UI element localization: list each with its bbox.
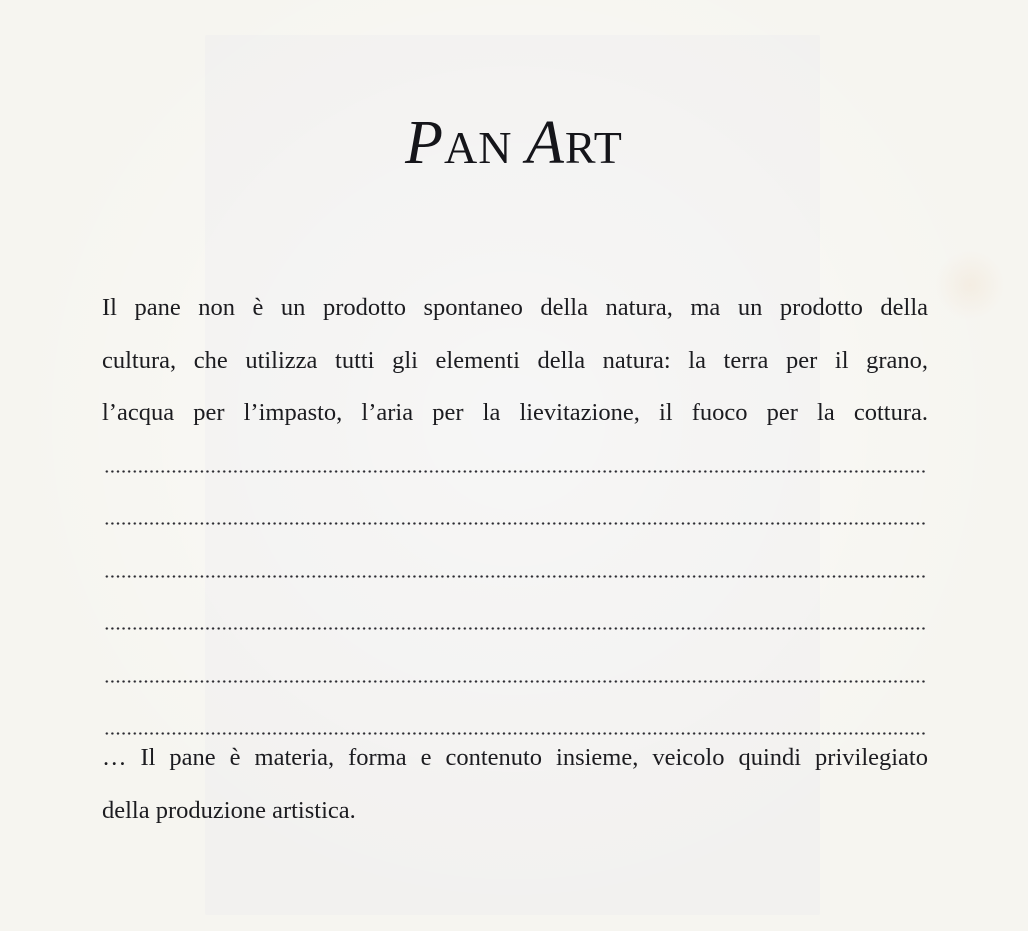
dotted-line xyxy=(102,492,928,545)
closing-line: della produzione artistica. xyxy=(102,796,356,824)
title-initial-p: P xyxy=(405,109,444,177)
paper-stain xyxy=(935,250,1005,320)
intro-line: Il pane non è un prodotto spontaneo della natura, ma un prodotto della xyxy=(102,294,928,321)
title-rest-an: AN xyxy=(444,122,513,173)
dotted-line xyxy=(102,545,928,598)
intro-line: l’acqua per l’impasto, l’aria per la lievitazione, il fuoco per la cottura. xyxy=(102,399,928,426)
closing-paragraph xyxy=(102,732,928,837)
closing-line: … Il pane è materia, forma e contenuto insieme, veicolo quindi privilegiato xyxy=(102,744,928,771)
intro-paragraph xyxy=(102,282,928,755)
intro-line: cultura, che utilizza tutti gli elementi della natura: la terra per il grano, xyxy=(102,346,928,374)
dotted-line xyxy=(102,597,928,650)
dotted-line xyxy=(102,440,928,493)
dotted-line xyxy=(102,650,928,703)
title-rest-rt: RT xyxy=(564,122,623,173)
title-initial-a: A xyxy=(525,109,565,177)
page-title xyxy=(0,109,1028,177)
